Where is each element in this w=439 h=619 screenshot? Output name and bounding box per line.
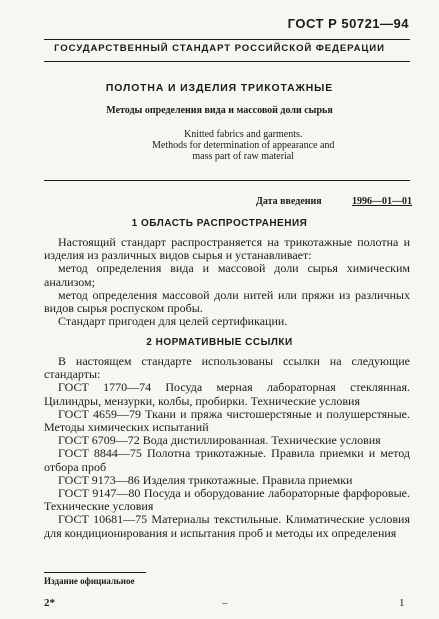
header-rule-bottom [44,61,410,62]
paragraph: метод определения вида и массовой доли сырья химическим анализом; [44,261,410,289]
sheet-mark: 2* [44,597,55,609]
section-1-body [44,236,410,328]
paragraph: метод определения массовой доли нитей или пряжи из различных видов сырья роспуском пробы. [44,287,410,316]
reference-item: ГОСТ 8844—75 Полотна трикотажные. Правила приемки и метод отбора проб [44,446,410,474]
paragraph: Стандарт пригоден для целей сертификации. [58,314,288,329]
introduction-date-label: Дата введения [256,196,322,207]
footer-rule [44,572,146,573]
header-rule-top [44,39,410,40]
edition-label: Издание официальное [44,576,135,586]
standard-designation: ГОСТ Р 50721—94 [287,16,409,31]
reference-item: ГОСТ 1770—74 Посуда мерная лабораторная стеклянная. Цилиндры, мензурки, колбы, пробирки. Технические условия [44,380,410,408]
reference-item: ГОСТ 4659—79 Ткани и пряжа чистошерстяные и полушерстяные. Методы химических испытаний [44,406,410,435]
introduction-date-value: 1996—01—01 [352,196,412,207]
paragraph: Настоящий стандарт распространяется на трикотажные полотна и изделия из различных видов сырья и устанавливает: [44,235,410,263]
reference-item: ГОСТ 6709—72 Вода дистиллированная. Технические условия [58,433,381,448]
english-title: Knitted fabrics and garments. Methods for determination of appearance and mass part of raw material [152,129,335,162]
reference-item: ГОСТ 10681—75 Материалы текстильные. Климатические условия для кондиционирования и испытания проб и методы их определения [44,512,410,540]
reference-item: ГОСТ 9147—80 Посуда и оборудование лабораторные фарфоровые. Технические условия [44,486,410,514]
title-rule [44,180,410,181]
reference-item: ГОСТ 9173—86 Изделия трикотажные. Правила приемки [58,472,353,487]
section-2-body [44,355,410,540]
footer-dash: – [222,597,228,609]
document-subtitle: Методы определения вида и массовой доли сырья [106,105,333,116]
page-number: 1 [399,597,405,609]
section-1-heading: 1 ОБЛАСТЬ РАСПРОСТРАНЕНИЯ [131,218,308,229]
document-title: ПОЛОТНА И ИЗДЕЛИЯ ТРИКОТАЖНЫЕ [105,83,334,94]
section-2-heading: 2 НОРМАТИВНЫЕ ССЫЛКИ [146,337,293,348]
standard-title: ГОСУДАРСТВЕННЫЙ СТАНДАРТ РОССИЙСКОЙ ФЕДЕРАЦИИ [54,43,385,54]
paragraph: В настоящем стандарте использованы ссылки на следующие стандарты: [44,354,410,382]
